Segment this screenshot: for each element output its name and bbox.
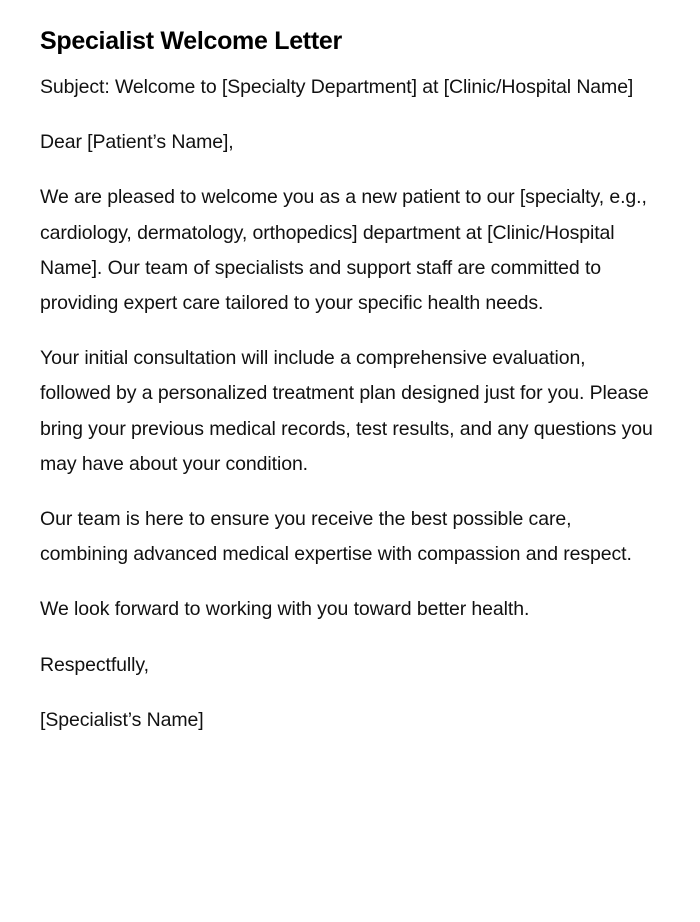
body-paragraph-closing-line: We look forward to working with you toward better health.	[40, 598, 530, 621]
document-title: Specialist Welcome Letter	[40, 27, 342, 55]
closing: Respectfully,	[40, 653, 149, 676]
body-paragraph-consultation: Your initial consultation will include a comprehensive evaluation, followed by a personalized treatment plan designed just for you. Please bring your previous medical records, test results, and any questions you may have about your condition.	[40, 347, 653, 475]
salutation: Dear [Patient’s Name],	[40, 131, 234, 154]
signature: [Specialist’s Name]	[40, 708, 204, 731]
subject-line: Subject: Welcome to [Specialty Department] at [Clinic/Hospital Name]	[40, 76, 634, 98]
body-paragraph-welcome: We are pleased to welcome you as a new patient to our [specialty, e.g., cardiology, dermatology, orthopedics] department at [Clinic/Hospital Name]. Our team of specialists and support staff are committed to providing expert care tailored to your specific health needs.	[40, 186, 647, 315]
body-paragraph-care: Our team is here to ensure you receive the best possible care, combining advanced medical expertise with compassion and respect.	[40, 508, 632, 566]
